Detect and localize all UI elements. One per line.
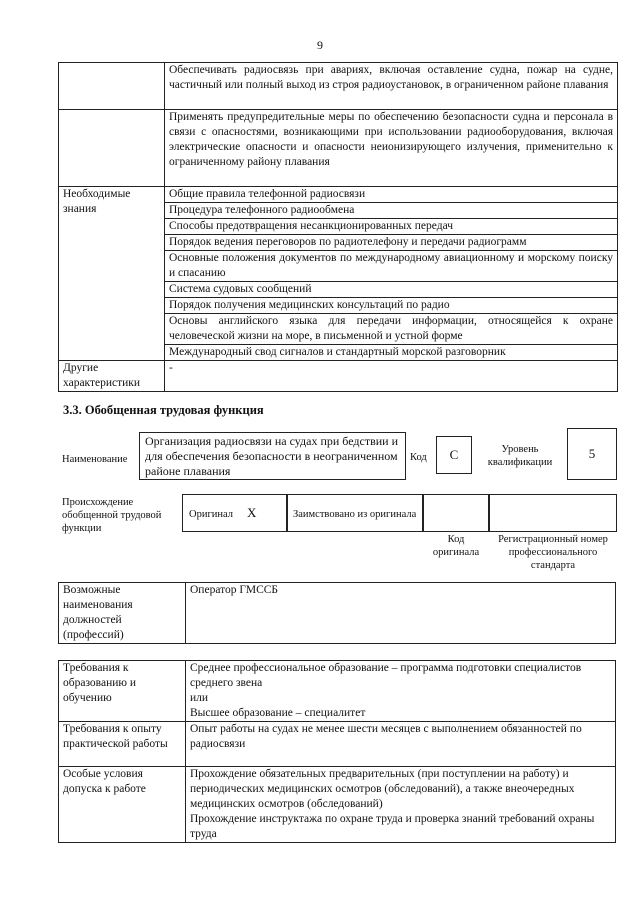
table-row <box>59 661 616 722</box>
other-label: Другие характеристики <box>59 361 165 392</box>
page-number: 9 <box>317 38 323 52</box>
function-name-box <box>139 432 406 480</box>
table-row <box>59 583 616 644</box>
level-value: 5 <box>588 446 596 461</box>
knowledge-item: Способы предотвращения несанкционированных передач <box>165 219 618 235</box>
requirement-value <box>186 661 616 722</box>
table-row <box>59 722 616 767</box>
table-row <box>59 110 618 187</box>
other-value: - <box>165 361 618 392</box>
knowledge-item: Порядок получения медицинских консультаций по радио <box>165 298 618 314</box>
original-label: Оригинал <box>189 509 233 520</box>
empty-label-cell <box>59 110 165 187</box>
requirement-line: Среднее профессиональное образование – программа подготовки специалистов среднего звена <box>190 662 582 689</box>
knowledge-item: Процедура телефонного радиообмена <box>165 203 618 219</box>
requirement-line: Высшее образование – специалитет <box>190 707 366 719</box>
table-row <box>59 187 618 203</box>
code-value: С <box>449 447 459 462</box>
requirement-line: Прохождение обязательных предварительных (при поступлении на работу) и периодических медицинских осмотров (обследований), а также внеочередных медицинских осмотров (обследований) <box>190 768 575 810</box>
positions-label: Возможные наименования должностей (профессий) <box>59 583 186 644</box>
origin-label: Происхождение обобщенной трудовой функции <box>62 497 162 534</box>
requirement-value <box>186 722 616 767</box>
empty-label-cell <box>59 63 165 110</box>
requirement-value <box>186 767 616 843</box>
positions-table <box>58 582 616 644</box>
requirement-line: или <box>190 692 209 704</box>
origin-code-caption: Код оригинала <box>432 534 480 558</box>
requirement-label: Требования к образованию и обучению <box>59 661 186 722</box>
original-box <box>182 494 288 532</box>
knowledge-item: Международный свод сигналов и стандартный морской разговорник <box>165 345 618 361</box>
origin-code-box <box>422 494 490 532</box>
skill-cell: Применять предупредительные меры по обеспечению безопасности судна и персонала в связи с опасностями, возникающими при использовании радиооборудования, включая электрические опасности и опасности неионизирующего излучения, применительно к ограниченному району плавания <box>165 110 618 187</box>
knowledge-item: Порядок ведения переговоров по радиотелефону и передачи радиограмм <box>165 235 618 251</box>
knowledge-item: Основы английского языка для передачи информации, относящейся к охране человеческой жизни на море, в письменной и устной форме <box>165 314 618 345</box>
requirements-table <box>58 660 616 843</box>
knowledge-table <box>58 62 618 392</box>
requirement-label: Особые условия допуска к работе <box>59 767 186 843</box>
knowledge-item: Основные положения документов по международному авиационному и морскому поиску и спасанию <box>165 251 618 282</box>
name-label: Наименование <box>62 454 128 465</box>
level-label: Уровень квалификации <box>487 444 553 468</box>
original-mark: Х <box>247 505 257 520</box>
positions-value: Оператор ГМССБ <box>186 583 616 644</box>
reg-number-caption: Регистрационный номер профессионального стандарта <box>498 534 608 571</box>
borrowed-box <box>286 494 424 532</box>
table-row <box>59 767 616 843</box>
knowledge-item: Общие правила телефонной радиосвязи <box>165 187 618 203</box>
section-heading: 3.3. Обобщенная трудовая функция <box>63 403 264 417</box>
borrowed-label: Заимствовано из оригинала <box>293 509 417 520</box>
function-name: Организация радиосвязи на судах при бедствии и для обеспечения безопасности в неограниченном районе плавания <box>145 434 399 478</box>
table-row <box>59 63 618 110</box>
table-row <box>59 361 618 392</box>
level-box <box>567 428 617 480</box>
reg-number-box <box>488 494 617 532</box>
code-box <box>436 436 472 474</box>
knowledge-item: Система судовых сообщений <box>165 282 618 298</box>
requirement-line: Опыт работы на судах не менее шести месяцев с выполнением обязанностей по радиосвязи <box>190 723 582 750</box>
skill-cell: Обеспечивать радиосвязь при авариях, включая оставление судна, пожар на судне, частичный или полный выход из строя радиоустановок, в ограниченном районе плавания <box>165 63 618 110</box>
code-label: Код <box>410 452 427 463</box>
requirement-label: Требования к опыту практической работы <box>59 722 186 767</box>
knowledge-label: Необходимые знания <box>59 187 165 361</box>
requirement-line: Прохождение инструктажа по охране труда и проверка знаний требований охраны труда <box>190 813 595 840</box>
